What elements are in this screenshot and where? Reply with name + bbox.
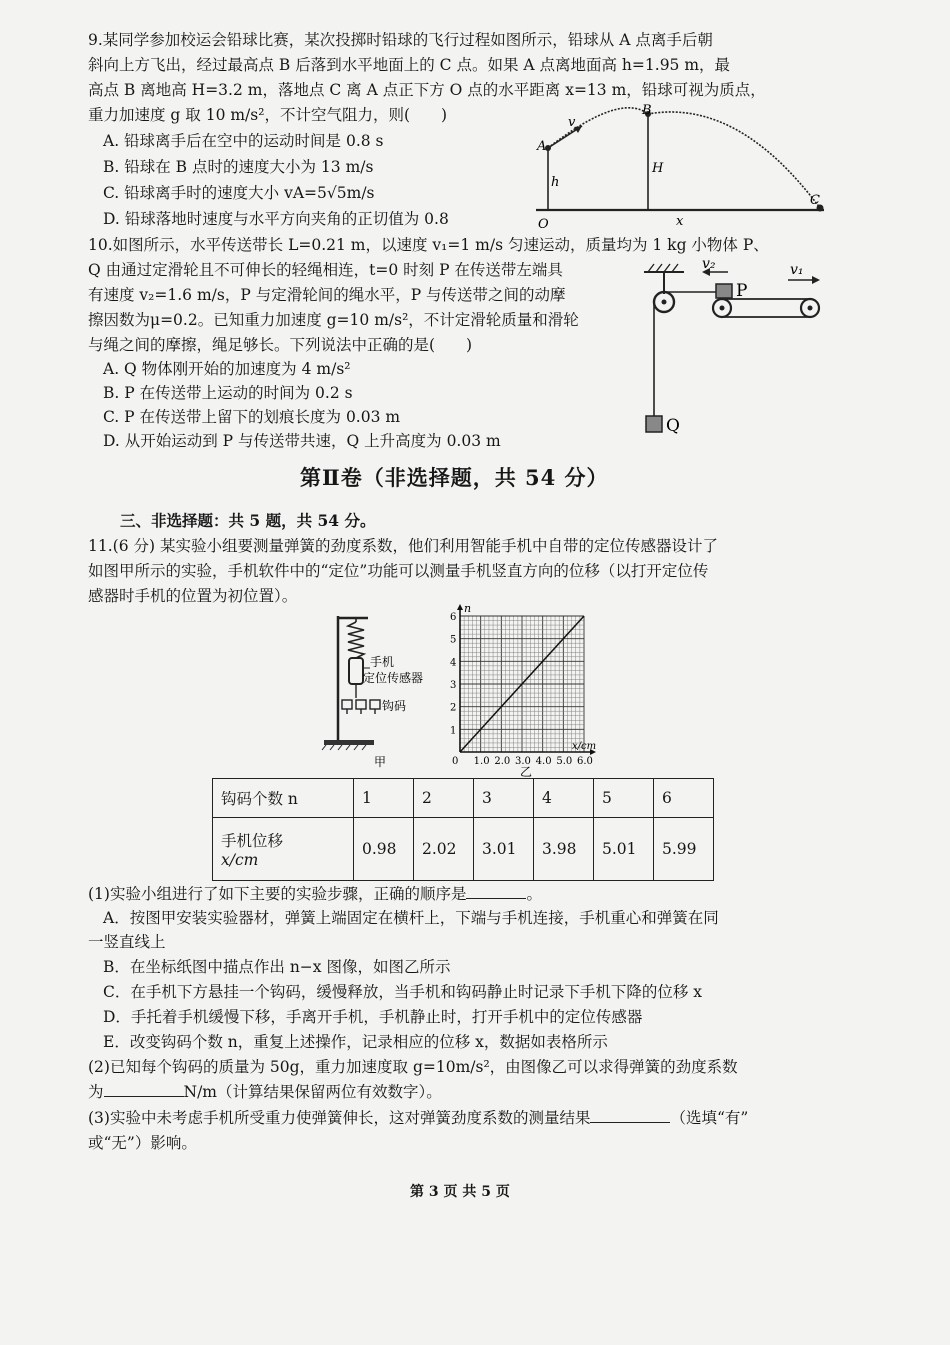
y-axis-arrow — [457, 604, 463, 610]
label-c: C — [810, 193, 820, 208]
label-o: O — [538, 217, 549, 230]
q10-option-c: C. P 在传送带上留下的划痕长度为 0.03 m — [103, 408, 401, 426]
table-row — [213, 818, 714, 881]
label-p: P — [736, 281, 748, 301]
sub1-text: (1)实验小组进行了如下主要的实验步骤，正确的顺序是 — [88, 885, 467, 903]
weights — [342, 700, 380, 714]
q9-option-a: A. 铅球离手后在空中的运动时间是 0.8 s — [103, 132, 384, 150]
y-tick-label: 3 — [450, 680, 457, 691]
q10-option-d: D. 从开始运动到 P 与传送带共速，Q 上升高度为 0.03 m — [103, 432, 501, 450]
q11-sub3-line2: 或“无”）影响。 — [88, 1134, 197, 1152]
table-row — [213, 779, 714, 818]
q10-option-b: B. P 在传送带上运动的时间为 0.2 s — [103, 384, 353, 402]
q9-line-3: 高点 B 离地高 H=3.2 m，落地点 C 离 A 点正下方 O 点的水平距离 x=13 m，铅球可视为质点， — [88, 81, 766, 99]
q10-option-a: A. Q 物体刚开始的加速度为 4 m/s² — [103, 360, 351, 378]
label-v2: v₂ — [702, 258, 716, 272]
q11-step-a: A．按图甲安装实验器材，弹簧上端固定在横杆上，下端与手机连接，手机重心和弹簧在同 — [103, 909, 719, 927]
q10-line-1: 10.如图所示，水平传送带长 L=0.21 m，以速度 v₁=1 m/s 匀速运动，质量均为 1 kg 小物体 P、 — [88, 236, 769, 254]
table-cell: 2.02 — [414, 818, 474, 881]
label-x-line1: 手机位移 — [221, 832, 284, 850]
q11-chart-figure — [444, 604, 604, 778]
table-cell: 3.98 — [534, 818, 594, 881]
table-cell: 6 — [654, 779, 714, 818]
q11-step-b: B．在坐标纸图中描点作出 n−x 图像，如图乙所示 — [103, 958, 451, 976]
x-tick-label: 2.0 — [494, 756, 511, 767]
part2-title: 第Ⅱ卷（非选择题，共 54 分） — [300, 465, 609, 490]
sub1-end: 。 — [526, 885, 542, 903]
label-x: x — [676, 214, 684, 229]
q11-sub2-line2 — [88, 1080, 442, 1104]
sub3-prefix: (3)实验中未考虑手机所受重力使弹簧伸长，这对弹簧劲度系数的测量结果 — [88, 1109, 591, 1127]
y-tick-label: 5 — [450, 634, 457, 646]
table-cell: 3.01 — [474, 818, 534, 881]
table-cell: 0.98 — [354, 818, 414, 881]
q11-apparatus-figure — [318, 608, 438, 768]
label-v: v — [568, 115, 576, 130]
q10-line-3: 有速度 v₂=1.6 m/s，P 与定滑轮间的绳水平，P 与传送带之间的动摩 — [88, 286, 566, 304]
spring — [348, 622, 364, 658]
x-tick-label: 4.0 — [535, 756, 552, 767]
q9-line-4: 重力加速度 g 取 10 m/s²，不计空气阻力，则( ) — [88, 106, 448, 124]
label-H: H — [652, 161, 664, 176]
block-p — [716, 284, 732, 298]
q11-data-table — [212, 778, 714, 881]
table-cell: 5.01 — [594, 818, 654, 881]
y-tick-label: 1 — [450, 725, 457, 737]
x-tick-label: 3.0 — [515, 756, 531, 767]
caption-jia: 甲 — [374, 755, 387, 768]
chart-xlabel: x/cm — [572, 741, 597, 752]
label-weights: 钩码 — [382, 699, 407, 713]
part2-subtitle: 三、非选择题：共 5 题，共 54 分。 — [120, 511, 376, 530]
label-sensor: 定位传感器 — [363, 671, 424, 685]
block-q — [646, 416, 662, 432]
q9-option-c: C. 铅球离手时的速度大小 vA=5√5m/s — [103, 184, 375, 202]
phone — [349, 658, 363, 684]
q10-line-5: 与绳之间的摩擦，绳足够长。下列说法中正确的是( ) — [88, 336, 473, 354]
q9-line-1: 9.某同学参加校运会铅球比赛，某次投掷时铅球的飞行过程如图所示，铅球从 A 点离手后朝 — [88, 31, 713, 49]
label-q: Q — [666, 416, 680, 436]
table-cell: 1 — [354, 779, 414, 818]
answer-blank-3[interactable] — [590, 1106, 670, 1123]
y-tick-label: 4 — [450, 657, 457, 669]
q11-line-1: 11.(6 分) 某实验小组要测量弹簧的劲度系数，他们利用智能手机中自带的定位传感器设计了 — [88, 537, 718, 555]
table-cell-label-x — [213, 818, 354, 881]
q9-trajectory-figure — [528, 104, 828, 230]
q11-sub2-line1: (2)已知每个钩码的质量为 50g，重力加速度取 g=10m/s²，由图像乙可以求得弹簧的劲度系数 — [88, 1058, 738, 1076]
q11-line-2: 如图甲所示的实验，手机软件中的“定位”功能可以测量手机竖直方向的位移（以打开定位传 — [88, 562, 709, 580]
q10-conveyor-figure — [640, 258, 830, 448]
q11-sub3-line1 — [88, 1106, 748, 1130]
q11-step-d: D．手托着手机缓慢下移，手离开手机，手机静止时，打开手机中的定位传感器 — [103, 1008, 643, 1026]
chart-ylabel: n — [464, 604, 472, 615]
trajectory-curve — [548, 108, 820, 208]
table-cell-label-n: 钩码个数 n — [213, 779, 354, 818]
label-v1: v₁ — [790, 262, 804, 278]
y-tick-label: 6 — [450, 612, 457, 623]
q11-step-e: E．改变钩码个数 n，重复上述操作，记录相应的位移 x，数据如表格所示 — [103, 1033, 608, 1051]
label-h: h — [551, 175, 560, 190]
y-tick-label: 2 — [450, 702, 457, 714]
x-tick-label: 6.0 — [577, 756, 593, 767]
sub2-suffix: N/m（计算结果保留两位有效数字）。 — [183, 1083, 442, 1101]
x-tick-label: 0 — [452, 756, 459, 767]
page-footer: 第 3 页 共 5 页 — [410, 1184, 510, 1200]
label-a: A — [537, 139, 547, 154]
x-tick-label: 1.0 — [473, 756, 490, 767]
answer-blank-1[interactable] — [466, 882, 526, 899]
answer-blank-2[interactable] — [104, 1080, 184, 1097]
q9-option-d: D. 铅球落地时速度与水平方向夹角的正切值为 0.8 — [103, 210, 449, 228]
x-tick-label: 5.0 — [556, 756, 573, 767]
table-cell: 5 — [594, 779, 654, 818]
label-phone: 手机 — [370, 655, 395, 669]
table-cell: 3 — [474, 779, 534, 818]
label-x-line2: x/cm — [221, 851, 259, 869]
q11-sub1 — [88, 882, 542, 906]
sub2-prefix: 为 — [88, 1083, 104, 1101]
q10-line-2: Q 由通过定滑轮且不可伸长的轻绳相连，t=0 时刻 P 在传送带左端具 — [88, 261, 563, 279]
q9-option-b: B. 铅球在 B 点时的速度大小为 13 m/s — [103, 158, 374, 176]
q11-step-a-cont: 一竖直线上 — [88, 933, 166, 951]
sub3-suffix: （选填“有” — [670, 1109, 749, 1127]
q9-line-2: 斜向上方飞出，经过最高点 B 后落到水平地面上的 C 点。如果 A 点离地面高 h=1.95 m，最 — [88, 56, 731, 74]
table-cell: 5.99 — [654, 818, 714, 881]
label-b: B — [642, 104, 652, 118]
caption-yi: 乙 — [520, 765, 533, 778]
q10-line-4: 擦因数为μ=0.2。已知重力加速度 g=10 m/s²，不计定滑轮质量和滑轮 — [88, 311, 579, 329]
q11-step-c: C．在手机下方悬挂一个钩码，缓慢释放，当手机和钩码静止时记录下手机下降的位移 x — [103, 983, 703, 1001]
table-cell: 2 — [414, 779, 474, 818]
table-cell: 4 — [534, 779, 594, 818]
q11-line-3: 感器时手机的位置为初位置）。 — [88, 587, 298, 605]
